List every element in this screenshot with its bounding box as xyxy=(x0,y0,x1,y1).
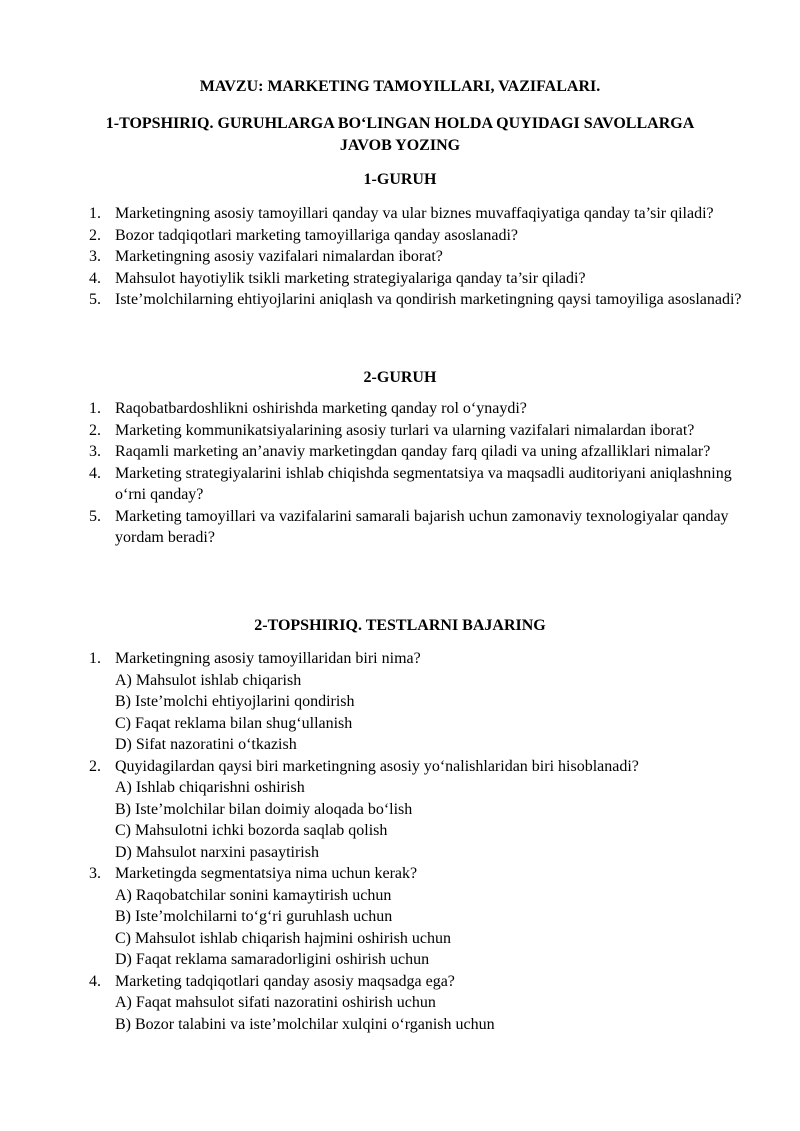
task1-heading: 1-TOPSHIRIQ. GURUHLARGA BO‘LINGAN HOLDA QUYIDAGI SAVOLLARGA JAVOB YOZING xyxy=(105,115,695,154)
test-item: 1. Marketingning asosiy tamoyillaridan biri nima? A) Mahsulot ishlab chiqarish B) Iste’molchi ehtiyojlarini qondirish C) Faqat reklama bilan shug‘ullanish D) Sifat nazoratini o‘tkazish xyxy=(89,648,749,756)
question-text: Marketing strategiyalarini ishlab chiqishda segmentatsiya va maqsadli auditoriyani aniqlashning o‘rni qanday? xyxy=(115,464,732,503)
list-item: 5. Marketing tamoyillari va vazifalarini samarali bajarish uchun zamonaviy texnologiyalar qanday yordam beradi? xyxy=(89,507,729,546)
answer-option: C) Mahsulot ishlab chiqarish hajmini oshirish uchun xyxy=(115,929,451,947)
answer-option: D) Sifat nazoratini o‘tkazish xyxy=(115,736,297,753)
list-item: 3. Marketingning asosiy vazifalari nimalardan iborat? xyxy=(89,248,443,265)
list-item: 1. Raqobatbardoshlikni oshirishda marketing qanday rol o‘ynaydi? xyxy=(89,400,527,417)
answer-option: D) Faqat reklama samaradorligini oshirish uchun xyxy=(115,951,430,968)
question-text: Marketingning asosiy tamoyillari qanday va ular biznes muvaffaqiyatiga qanday ta’sir qiladi? xyxy=(115,205,714,222)
question-text: Iste’molchilarning ehtiyojlarini aniqlash va qondirish marketingning qaysi tamoyiliga asoslanadi? xyxy=(115,291,742,308)
group2-question-list xyxy=(89,398,749,549)
test-list xyxy=(89,648,749,1035)
answer-option: B) Iste’molchi ehtiyojlarini qondirish xyxy=(115,693,355,710)
answer-option: B) Iste’molchilar bilan doimiy aloqada bo‘lish xyxy=(115,800,413,818)
answer-option: A) Faqat mahsulot sifati nazoratini oshirish uchun xyxy=(115,994,436,1011)
test-question: Marketing tadqiqotlari qanday asosiy maqsadga ega? xyxy=(115,972,455,990)
test-item: 2. Quyidagilardan qaysi biri marketingning asosiy yo‘nalishlaridan biri hisoblanadi? A) Ishlab chiqarishni oshirish B) Iste’molchilar bilan doimiy aloqada bo‘lish C) Mahsulotni ichki bozorda saqlab qolish D) Mahsulot narxini pasaytirish xyxy=(89,756,749,864)
answer-option: A) Ishlab chiqarishni oshirish xyxy=(115,779,305,796)
list-item: 2. Bozor tadqiqotlari marketing tamoyillariga qanday asoslanadi? xyxy=(89,226,518,244)
question-text: Marketingning asosiy vazifalari nimalardan iborat? xyxy=(115,248,443,265)
question-text: Raqobatbardoshlikni oshirishda marketing qanday rol o‘ynaydi? xyxy=(115,400,527,417)
question-text: Mahsulot hayotiylik tsikli marketing strategiyalariga qanday ta’sir qiladi? xyxy=(115,269,586,287)
question-text: Raqamli marketing an’anaviy marketingdan qanday farq qiladi va uning afzalliklari nimalar? xyxy=(115,443,711,460)
list-item: 5. Iste’molchilarning ehtiyojlarini aniqlash va qondirish marketingning qaysi tamoyiliga asoslanadi? xyxy=(89,291,742,308)
group2-heading: 2-GURUH xyxy=(363,369,437,386)
question-text: Bozor tadqiqotlari marketing tamoyillariga qanday asoslanadi? xyxy=(115,226,518,244)
answer-option: D) Mahsulot narxini pasaytirish xyxy=(115,843,319,861)
test-question: Marketingning asosiy tamoyillaridan biri nima? xyxy=(115,650,421,667)
group1-heading: 1-GURUH xyxy=(363,171,437,188)
question-text: Marketing tamoyillari va vazifalarini samarali bajarish uchun zamonaviy texnologiyalar qanday yordam beradi? xyxy=(115,507,729,546)
answer-option: A) Mahsulot ishlab chiqarish xyxy=(115,671,302,689)
task2-heading: 2-TOPSHIRIQ. TESTLARNI BAJARING xyxy=(254,617,546,634)
answer-option: C) Mahsulotni ichki bozorda saqlab qolish xyxy=(115,822,388,839)
list-item: 4. Marketing strategiyalarini ishlab chiqishda segmentatsiya va maqsadli auditoriyani aniqlashning o‘rni qanday? xyxy=(89,464,732,503)
test-item: 3. Marketingda segmentatsiya nima uchun kerak? A) Raqobatchilar sonini kamaytirish uchun B) Iste’molchilarni to‘g‘ri guruhlash uchun C) Mahsulot ishlab chiqarish hajmini oshirish uchun D) Faqat reklama samaradorligini oshirish uchun xyxy=(89,863,749,971)
group1-question-list xyxy=(89,203,749,311)
answer-option: C) Faqat reklama bilan shug‘ullanish xyxy=(115,714,353,732)
list-item: 4. Mahsulot hayotiylik tsikli marketing strategiyalariga qanday ta’sir qiladi? xyxy=(89,269,586,287)
answer-option: A) Raqobatchilar sonini kamaytirish uchun xyxy=(115,886,392,904)
list-item: 3. Raqamli marketing an’anaviy marketingdan qanday farq qiladi va uning afzalliklari nimalar? xyxy=(89,443,711,460)
page-title: MAVZU: MARKETING TAMOYILLARI, VAZIFALARI. xyxy=(199,78,601,95)
list-item: 1. Marketingning asosiy tamoyillari qanday va ular biznes muvaffaqiyatiga qanday ta’sir qiladi? xyxy=(89,205,714,222)
answer-option: B) Iste’molchilarni to‘g‘ri guruhlash uchun xyxy=(115,908,393,925)
answer-option: B) Bozor talabini va iste’molchilar xulqini o‘rganish uchun xyxy=(115,1015,495,1033)
list-item: 2. Marketing kommunikatsiyalarining asosiy turlari va ularning vazifalari nimalardan iborat? xyxy=(89,421,695,439)
test-item: 4. Marketing tadqiqotlari qanday asosiy maqsadga ega? A) Faqat mahsulot sifati nazoratini oshirish uchun B) Bozor talabini va iste’molchilar xulqini o‘rganish uchun xyxy=(89,971,749,1036)
test-question: Quyidagilardan qaysi biri marketingning asosiy yo‘nalishlaridan biri hisoblanadi? xyxy=(115,757,639,775)
test-question: Marketingda segmentatsiya nima uchun kerak? xyxy=(115,865,418,882)
question-text: Marketing kommunikatsiyalarining asosiy turlari va ularning vazifalari nimalardan iborat? xyxy=(115,421,695,439)
